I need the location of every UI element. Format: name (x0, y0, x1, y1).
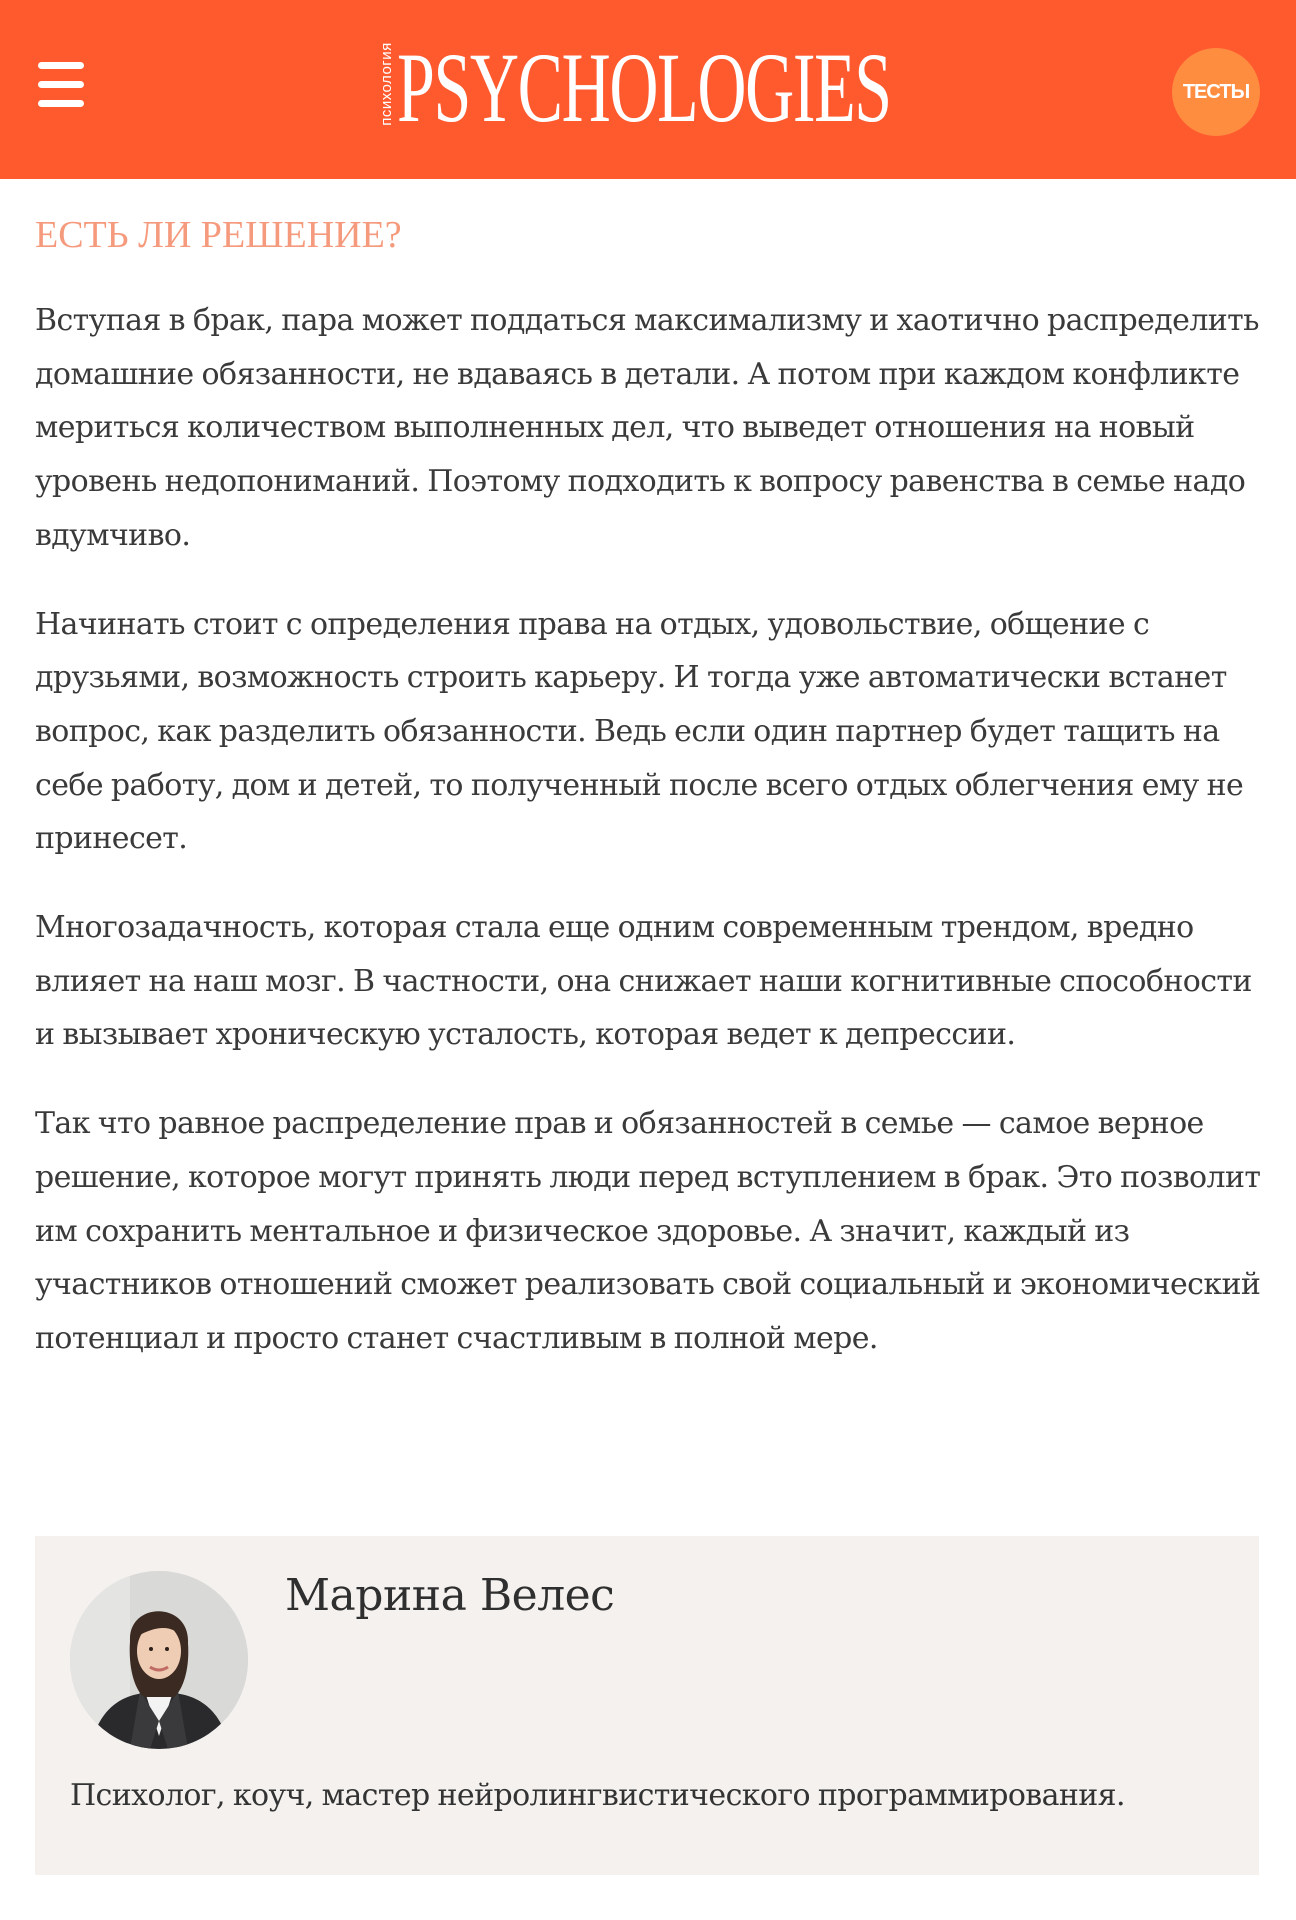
tests-button[interactable]: ТЕСТЫ (1172, 48, 1260, 136)
article-paragraph: Многозадачность, которая стала еще одним современным трендом, вредно влияет на наш мозг. В частности, она снижает наши когнитивные способности и вызывает хроническую усталость, которая ведет к депрессии. (35, 910, 1252, 1053)
author-photo (70, 1571, 248, 1749)
article-body (35, 210, 1265, 1401)
article-paragraph: Так что равное распределение прав и обязанностей в семье — самое верное решение, которое могут принять люди перед вступлением в брак. Это позволит им сохранить ментальное и физическое здоровье. А значит, каждый из участников отношений сможет реализовать свой социальный и экономический потенциал и просто станет счастливым в полной мере. (35, 1106, 1261, 1356)
logo-subtitle: психология (378, 42, 395, 126)
author-name[interactable]: Марина Велес (285, 1570, 615, 1621)
menu-bar (38, 62, 84, 69)
author-avatar[interactable] (70, 1571, 248, 1749)
menu-bar (38, 81, 84, 88)
hamburger-menu-icon[interactable] (38, 62, 84, 108)
section-heading: ЕСТЬ ЛИ РЕШЕНИЕ? (35, 214, 402, 256)
site-header (0, 0, 1296, 179)
article-paragraph: Вступая в брак, пара может поддаться максимализму и хаотично распределить домашние обязанности, не вдаваясь в детали. А потом при каждом конфликте мериться количеством выполненных дел, что выведет отношения на новый уровень недопониманий. Поэтому подходить к вопросу равенства в семье надо вдумчиво. (35, 303, 1259, 553)
site-logo[interactable] (378, 32, 918, 143)
author-bio: Психолог, коуч, мастер нейролингвистического программирования. (70, 1778, 1125, 1813)
article-paragraph: Начинать стоит с определения права на отдых, удовольствие, общение с друзьями, возможность строить карьеру. И тогда уже автоматически встанет вопрос, как разделить обязанности. Ведь если один партнер будет тащить на себе работу, дом и детей, то полученный после всего отдых облегчения ему не принесет. (35, 606, 1244, 857)
logo-wordmark: PSYCHOLOGIES (397, 32, 891, 143)
author-card (35, 1536, 1259, 1875)
menu-bar (38, 100, 84, 107)
